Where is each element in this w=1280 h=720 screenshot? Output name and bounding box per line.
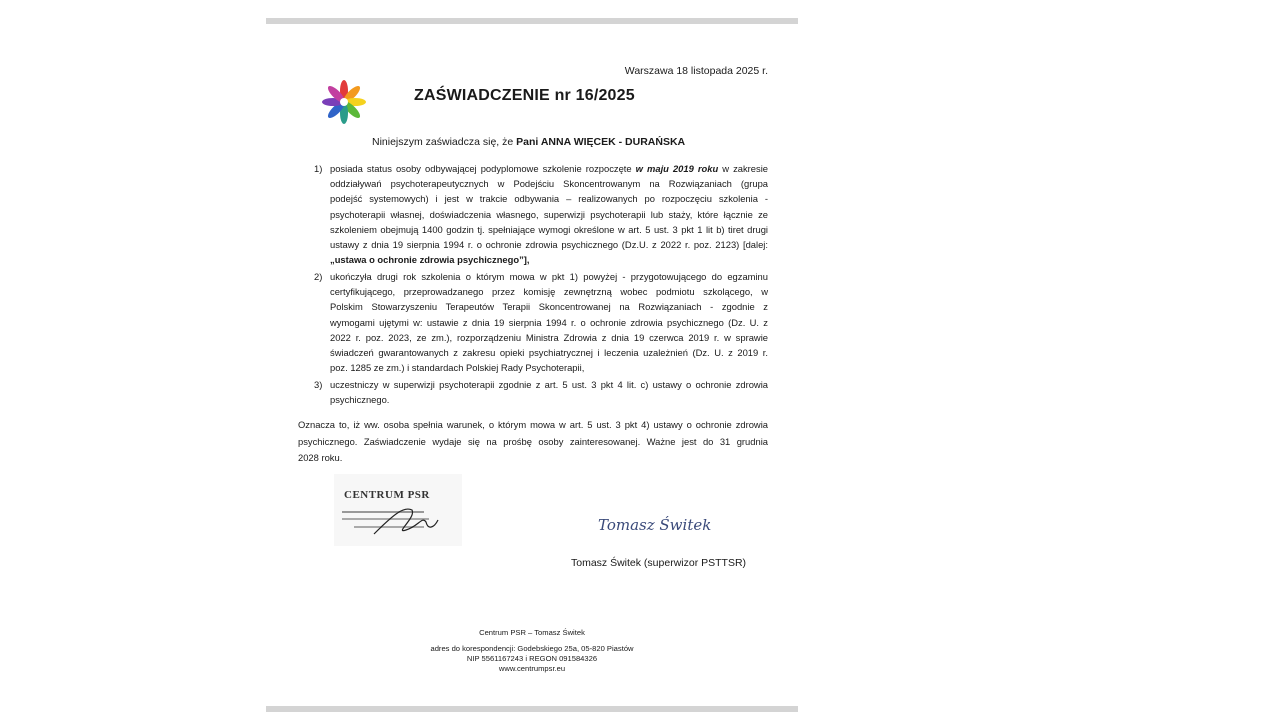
stamp-text: CENTRUM PSR (344, 489, 430, 501)
item-line: 2022 r. poz. 2023, ze zm.), rozporządzeniu Ministra Zdrowia z dnia 19 czerwca 2019 r. w sprawie (330, 331, 768, 343)
item-line: ukończyła drugi rok szkolenia o którym mowa w pkt 1) powyżej - przygotowującego do egzaminu (330, 271, 768, 282)
conclusion-line: psychicznego. Zaświadczenie wydaje się na prośbę osoby zainteresowanej. Ważne jest do 31 grudnia (298, 435, 768, 447)
item-line: certyfikującego, przeprowadzanego przez komisję zewnętrzną wobec podmiotu szkolącego, w (330, 286, 768, 298)
item-line: oddziaływań psychoterapeutycznych w Podejściu Skoncentrowanym na Rozwiązaniach (grupa (330, 178, 768, 190)
footer-address: adres do korespondencji: Godebskiego 25a, 05-820 Piastów (430, 644, 634, 653)
item-line: świadczeń gwarantowanych z zakresu opieki psychiatrycznej i leczenia uzależnień (Dz. U. z 2019 r. (330, 346, 768, 358)
flower-logo-icon (316, 78, 372, 128)
item-line: posiada status osoby odbywającej podyplomowe szkolenie rozpoczęte w maju 2019 roku w zakresie (330, 163, 768, 174)
item-line: poz. 1285 ze zm.) i standardach Polskiej Rady Psychoterapii, (330, 362, 585, 374)
item-line: szkoleniem obejmują 1400 godzin tj. spełniające wymogi określone w art. 5 ust. 3 pkt 1 lit b) tiret drugi (330, 223, 768, 235)
item-number: 3) (314, 379, 323, 390)
footer-ids: NIP 5561167243 i REGON 091584326 (466, 654, 598, 663)
certificate-page (266, 24, 798, 706)
intro-line (372, 136, 685, 148)
footer-website: www.centrumpsr.eu (498, 664, 566, 673)
item-line: podejść systemowych) i jest w trakcie odbywania – realizowanych po rozpoczęciu szkolenia - (330, 193, 768, 205)
item-number: 2) (314, 271, 323, 282)
bottom-scroll-bar (266, 706, 798, 712)
recipient-name: Pani ANNA WIĘCEK - DURAŃSKA (516, 136, 686, 148)
item-line: psychicznego. (330, 394, 390, 406)
conclusion-paragraph (298, 417, 768, 467)
item-line: psychoterapii własnej, doświadczenia własnego, superwizji psychoterapii lub staży, które łącznie ze (330, 208, 768, 220)
item-line: Polskim Stowarzyszeniu Terapeutów Terapii Skoncentrowanej na Rozwiązaniach - zgodnie z (330, 301, 768, 313)
item-number: 1) (314, 163, 323, 174)
signature-text: Tomasz Świtek (598, 516, 712, 534)
certificate-title: ZAŚWIADCZENIE nr 16/2025 (414, 87, 635, 104)
conclusion-line: Oznacza to, iż ww. osoba spełnia warunek, o którym mowa w art. 5 ust. 3 pkt 4) ustawy o ochronie zdrowia (298, 419, 768, 430)
item-line: ustawy z dnia 19 sierpnia 1994 r. o ochronie zdrowia psychicznego (Dz.U. z 2022 r. poz. 2123) [dalej: (330, 238, 768, 250)
company-stamp (334, 474, 462, 546)
intro-prefix: Niniejszym zaświadcza się, że (372, 136, 514, 148)
item-line: wymogami ujętymi w: ustawie z dnia 19 sierpnia 1994 r. o ochronie zdrowia psychicznego (Dz. U. z (330, 316, 768, 328)
footer-org: Centrum PSR – Tomasz Świtek (479, 628, 585, 637)
signer-name: Tomasz Świtek (superwizor PSTTSR) (571, 557, 747, 569)
handwritten-signature (596, 506, 726, 542)
conclusion-line: 2028 roku. (298, 452, 343, 463)
document-date: Warszawa 18 listopada 2025 r. (624, 65, 768, 77)
item-line: uczestniczy w superwizji psychoterapii zgodnie z art. 5 ust. 3 pkt 4 lit. c) ustawy o ochronie zdrowia (330, 379, 768, 390)
item-line: „ustawa o ochronie zdrowia psychicznego”], (330, 254, 530, 266)
